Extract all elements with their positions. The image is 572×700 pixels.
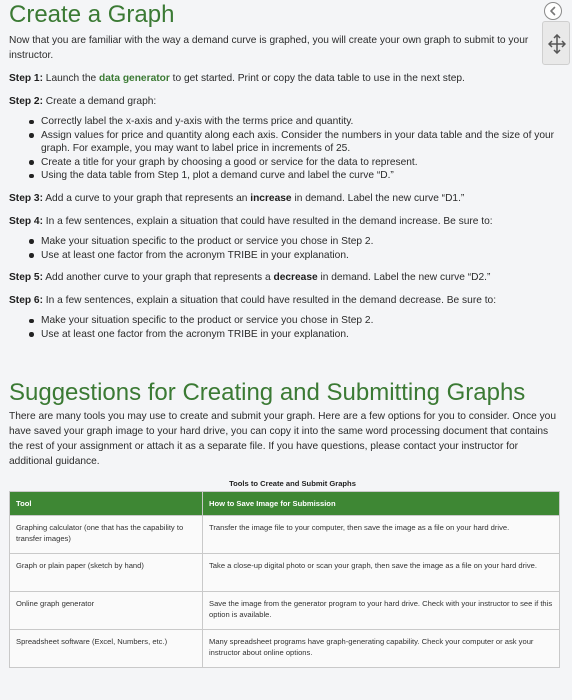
step-3-emphasis: increase [250, 192, 292, 204]
column-header-save: How to Save Image for Submission [203, 492, 560, 516]
list-item: Assign values for price and quantity along each axis. Consider the numbers in your data table and the size of your graph. For example, you may want to label price in increments of 25. [29, 129, 562, 156]
step-4-text: In a few sentences, explain a situation that could have resulted in the demand increase. Be sure to: [42, 215, 493, 227]
table-cell: Online graph generator [10, 592, 203, 630]
step-3-label: Step 3: [9, 192, 43, 204]
step-2-label: Step 2: [9, 96, 43, 107]
list-item: Make your situation specific to the product or service you chose in Step 2. [29, 235, 562, 249]
list-item: Using the data table from Step 1, plot a demand curve and label the curve “D.” [29, 169, 562, 183]
step-1-label: Step 1: [9, 73, 43, 84]
list-item: Use at least one factor from the acronym TRIBE in your explanation. [29, 328, 562, 342]
table-cell: Spreadsheet software (Excel, Numbers, etc.) [10, 630, 203, 668]
table-cell: Graph or plain paper (sketch by hand) [10, 554, 203, 592]
step-2 [9, 94, 562, 109]
step-5 [9, 270, 562, 285]
step-6-text: In a few sentences, explain a situation that could have resulted in the demand decrease. Be sure to: [42, 295, 497, 307]
step-5-label: Step 5: [9, 272, 43, 284]
step-3 [9, 191, 562, 206]
step-2-text: Create a demand graph: [42, 96, 157, 107]
table-caption: Tools to Create and Submit Graphs [229, 479, 356, 489]
list-item: Correctly label the x-axis and y-axis with the terms price and quantity. [29, 115, 562, 129]
move-handle[interactable] [542, 21, 570, 65]
step-6 [9, 293, 562, 308]
step-1 [9, 71, 562, 86]
chevron-left-icon [547, 5, 559, 17]
tools-table [9, 491, 560, 668]
page-nav-widget [540, 2, 570, 66]
step-6-list [9, 314, 562, 341]
table-cell: Transfer the image file to your computer, then save the image as a file on your hard drive. [203, 516, 560, 554]
list-item: Create a title for your graph by choosing a good or service for the data to represent. [29, 156, 562, 170]
collapse-button[interactable] [544, 2, 562, 20]
table-row [10, 516, 560, 554]
step-3-text-a: Add a curve to your graph that represents an [42, 192, 251, 204]
table-row [10, 554, 560, 592]
step-6-label: Step 6: [9, 295, 43, 307]
table-row [10, 630, 560, 668]
list-item: Use at least one factor from the acronym TRIBE in your explanation. [29, 249, 562, 263]
table-cell: Take a close-up digital photo or scan your graph, then save the image as a file on your hard drive. [203, 554, 560, 592]
step-2-list [9, 115, 562, 183]
page-title: Create a Graph [9, 1, 175, 28]
step-5-text-a: Add another curve to your graph that represents a [42, 272, 274, 284]
step-4-label: Step 4: [9, 215, 43, 227]
data-generator-link[interactable]: data generator [99, 73, 170, 84]
table-cell: Graphing calculator (one that has the capability to transfer images) [10, 516, 203, 554]
step-5-emphasis: decrease [273, 272, 318, 284]
section-title: Suggestions for Creating and Submitting Graphs [9, 379, 526, 407]
table-cell: Many spreadsheet programs have graph-generating capability. Check your computer or ask your instructor about online options. [203, 630, 560, 668]
step-1-text-b: to get started. Print or copy the data table to use in the next step. [169, 73, 465, 84]
step-4-list [9, 235, 562, 262]
step-1-text-a: Launch the [42, 73, 100, 84]
suggestions-paragraph: There are many tools you may use to create and submit your graph. Here are a few options for you to consider. Once you have saved your graph image to your hard drive, you can copy it into the same word processing document that contains the rest of your assignment or attach it as a separate file. If you have questions, please contact your instructor for additional guidance. [9, 411, 557, 468]
column-header-tool: Tool [10, 492, 203, 516]
list-item: Make your situation specific to the product or service you chose in Step 2. [29, 314, 562, 328]
step-3-text-b: in demand. Label the new curve “D1.” [291, 192, 465, 204]
table-header-row [10, 492, 560, 516]
table-row [10, 592, 560, 630]
table-cell: Save the image from the generator program to your hard drive. Check with your instructor to see if this option is available. [203, 592, 560, 630]
step-5-text-b: in demand. Label the new curve “D2.” [317, 272, 491, 284]
move-arrows-icon [548, 34, 566, 54]
intro-paragraph: Now that you are familiar with the way a demand curve is graphed, you will create your own graph to submit to your instructor. [9, 35, 529, 61]
step-4 [9, 214, 562, 229]
